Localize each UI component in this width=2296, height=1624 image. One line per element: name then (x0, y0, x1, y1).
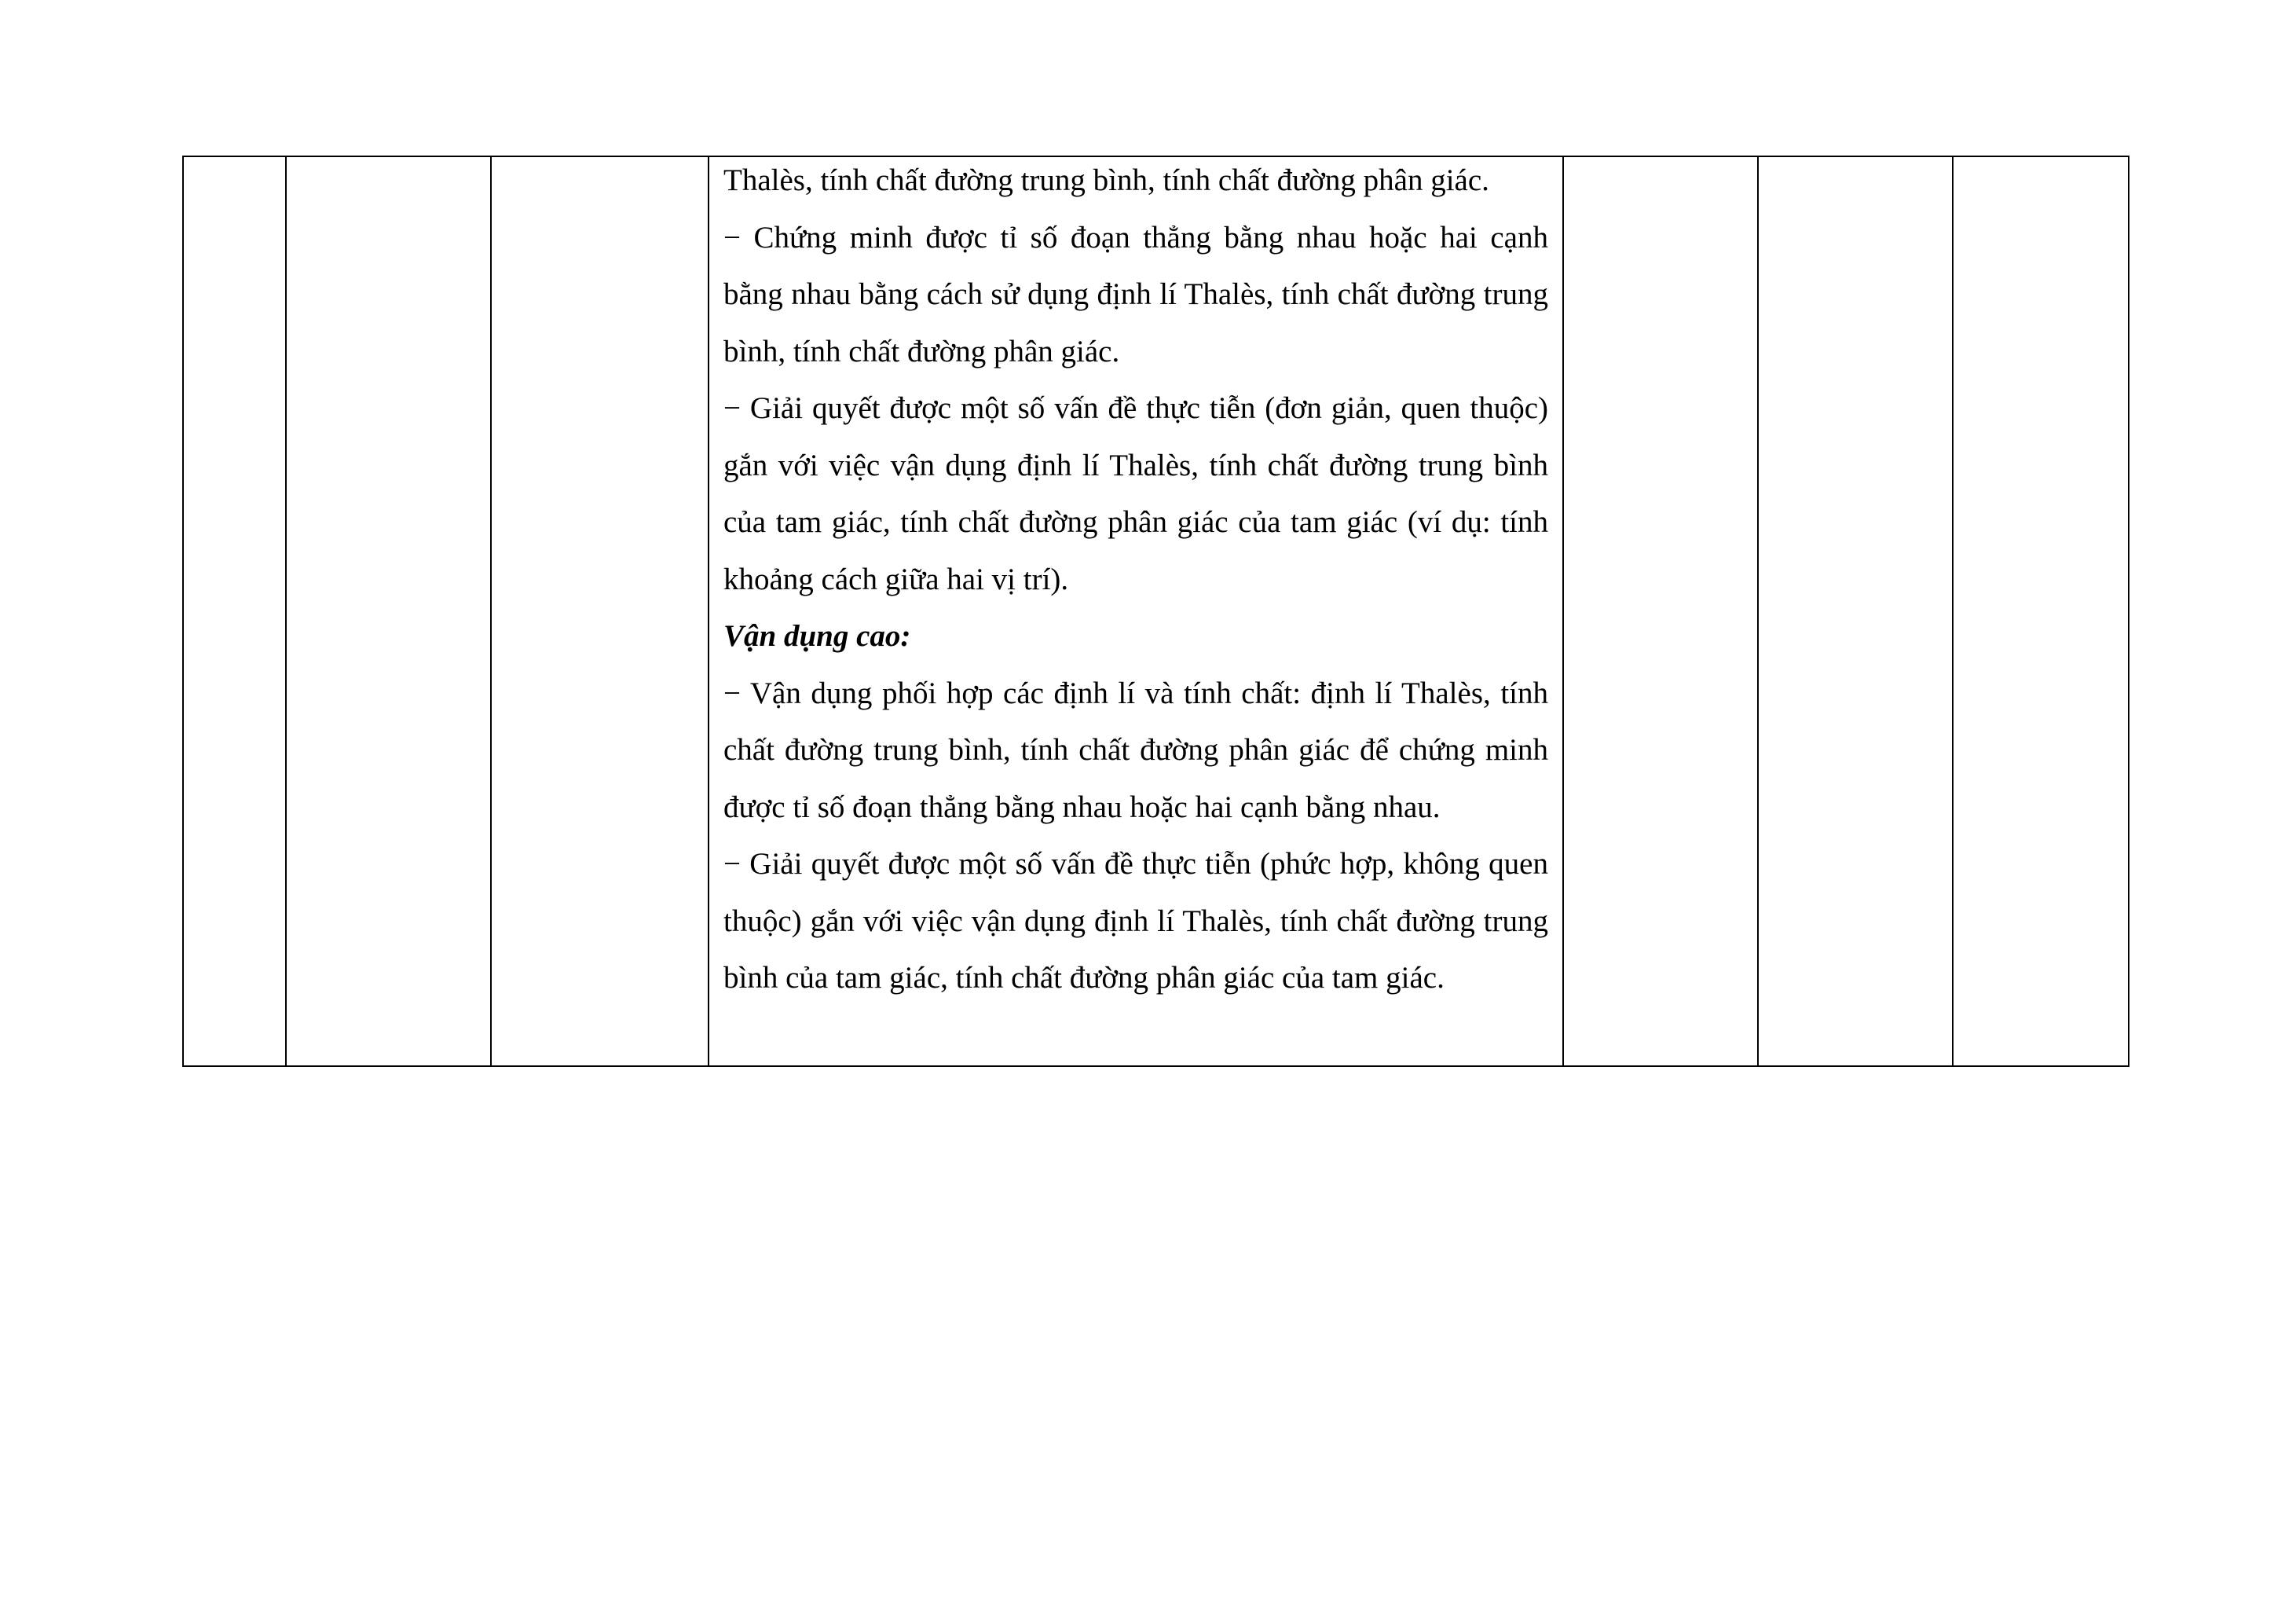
cell-count-3 (1953, 156, 2129, 1066)
requirements-table (182, 156, 2129, 1067)
requirement-paragraph: − Chứng minh được tỉ số đoạn thẳng bằng nhau hoặc hai cạnh bằng nhau bằng cách sử dụng định lí Thalès, tính chất đường trung bình, tính chất đường phân giác. (723, 220, 1548, 368)
table-row (183, 156, 2129, 1066)
cell-chapter-topic (286, 156, 491, 1066)
cell-requirements (709, 156, 1563, 1066)
cell-content-unit (491, 156, 709, 1066)
requirement-paragraph: − Vận dụng phối hợp các định lí và tính chất: định lí Thalès, tính chất đường trung bình, tính chất đường phân giác để chứng minh được tỉ số đoạn thẳng bằng nhau hoặc hai cạnh bằng nhau. (723, 676, 1548, 824)
requirement-paragraph: − Giải quyết được một số vấn đề thực tiễn (phức hợp, không quen thuộc) gắn với việc vận dụng định lí Thalès, tính chất đường trung bình của tam giác, tính chất đường phân giác của tam giác. (723, 847, 1548, 995)
cell-count-1 (1563, 156, 1758, 1066)
requirement-paragraph: − Giải quyết được một số vấn đề thực tiễn (đơn giản, quen thuộc) gắn với việc vận dụng định lí Thalès, tính chất đường trung bình của tam giác, tính chất đường phân giác của tam giác (ví dụ: tính khoảng cách giữa hai vị trí). (723, 391, 1548, 596)
requirement-paragraph: Thalès, tính chất đường trung bình, tính chất đường phân giác. (723, 163, 1489, 197)
cell-count-2 (1758, 156, 1953, 1066)
cell-order-number (183, 156, 286, 1066)
level-heading: Vận dụng cao: (723, 619, 911, 653)
